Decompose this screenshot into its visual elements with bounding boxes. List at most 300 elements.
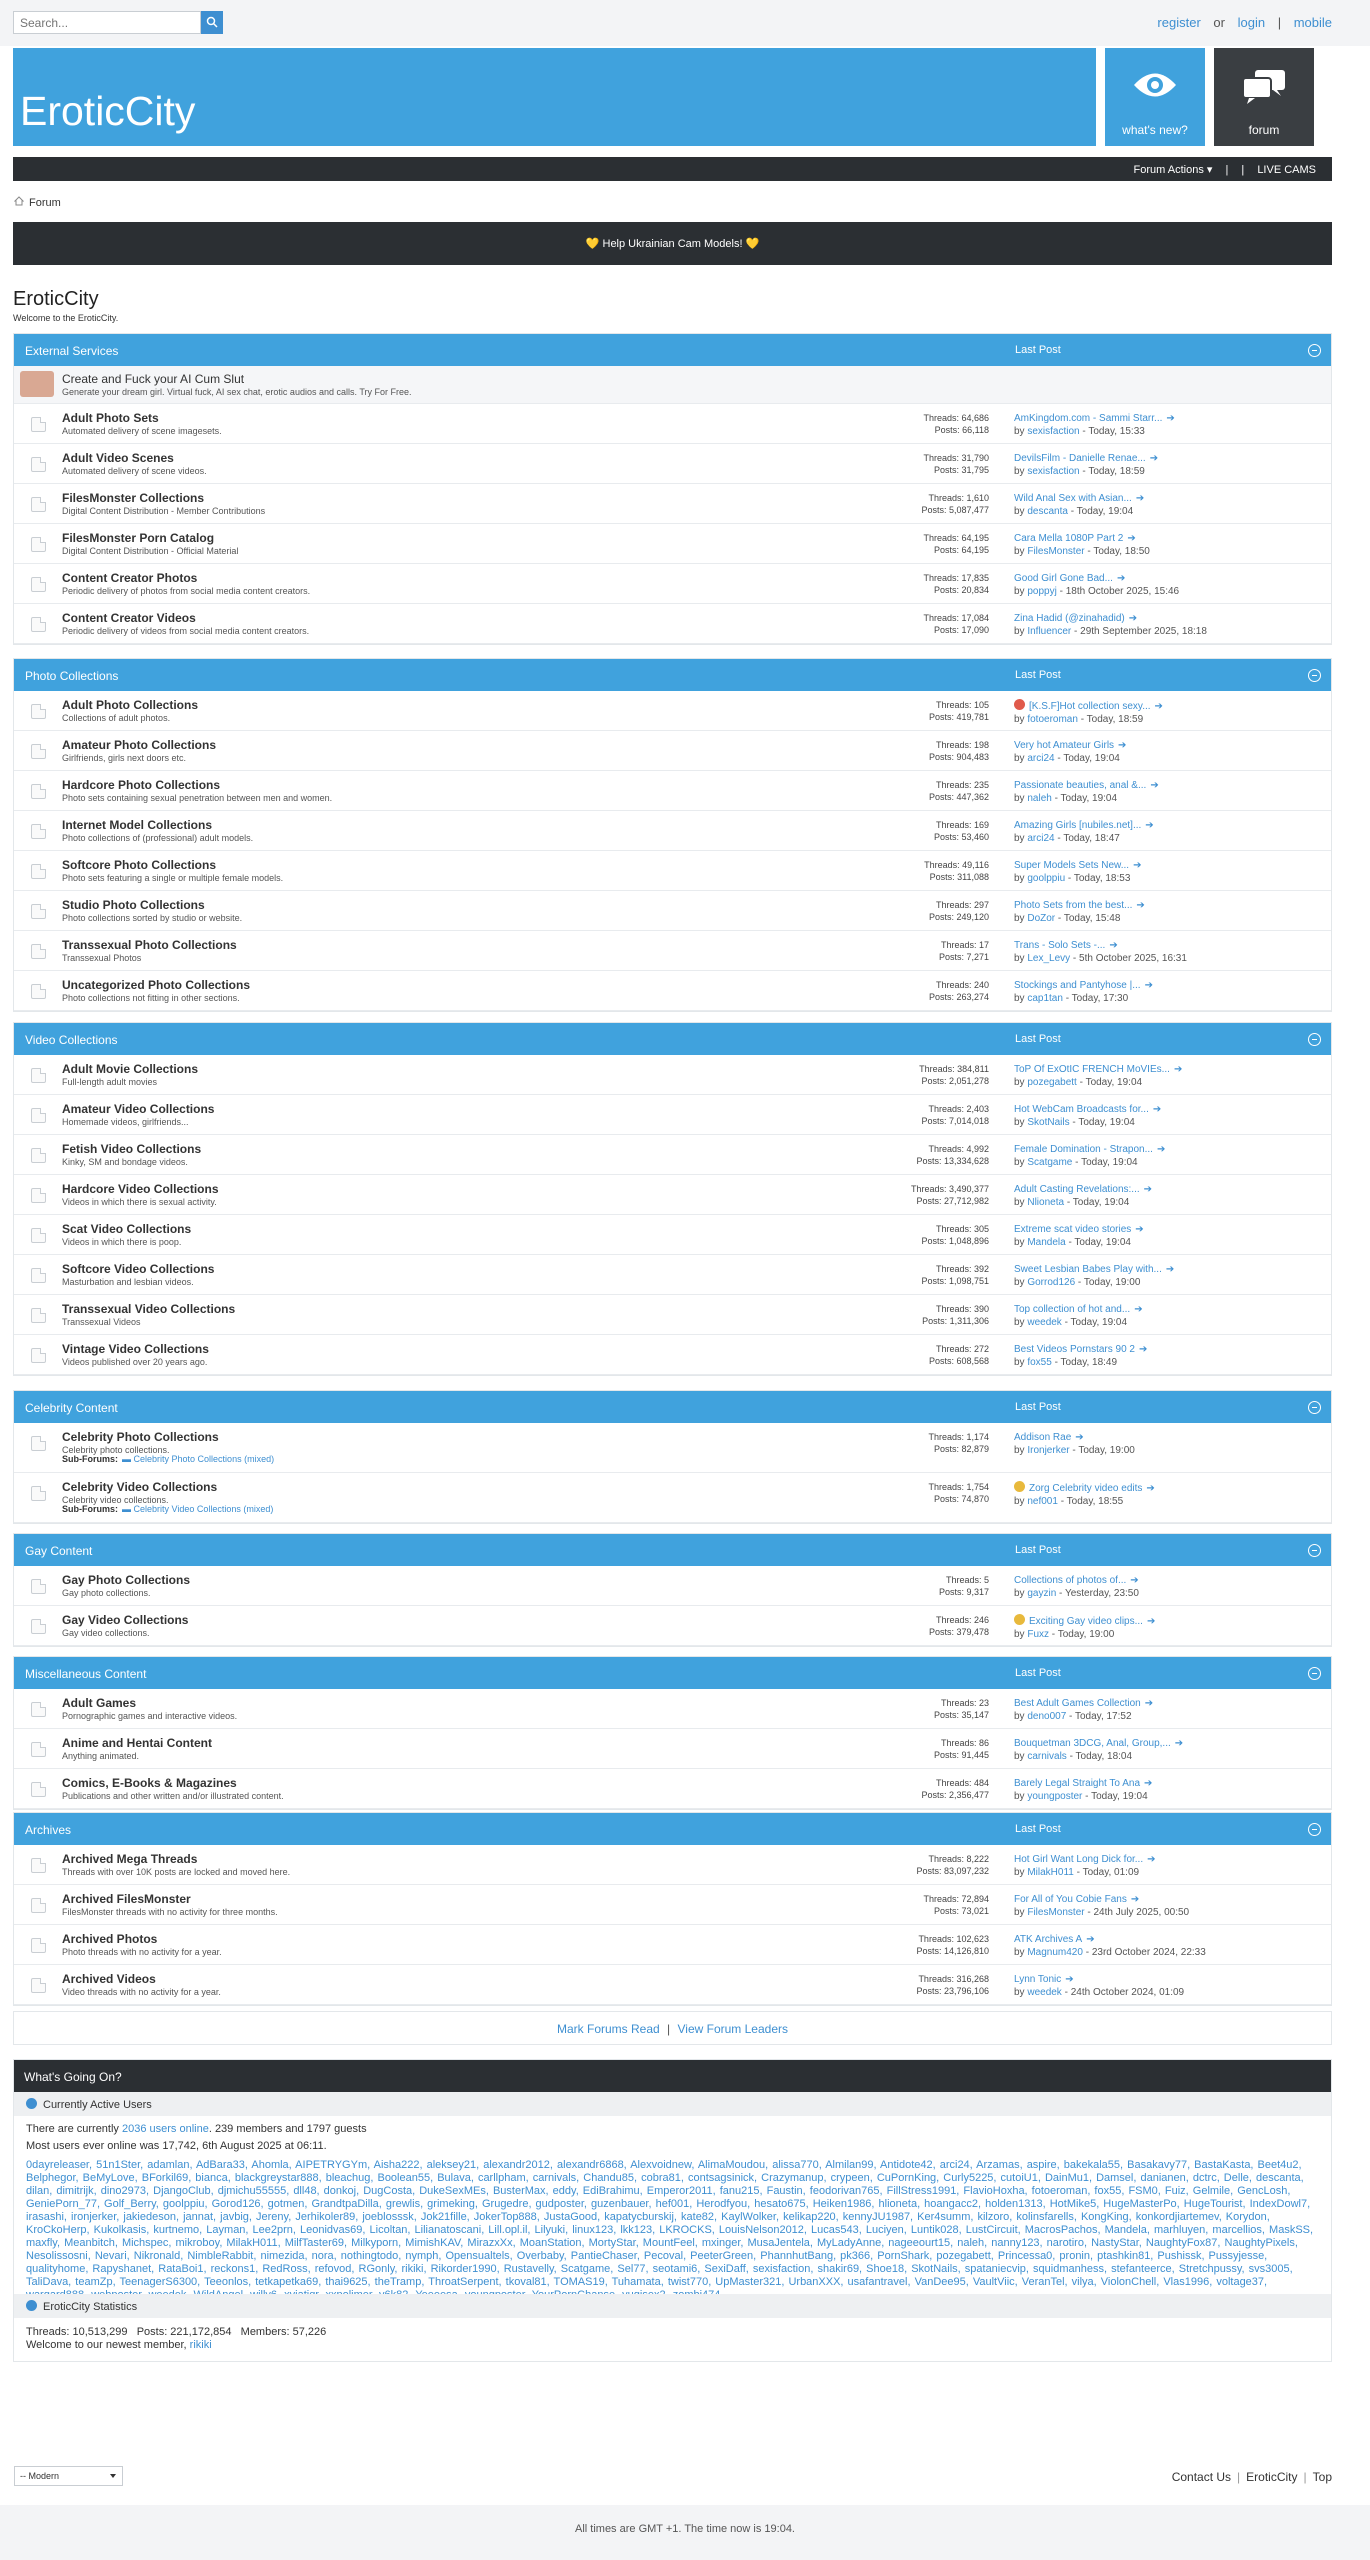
last-post-title[interactable]: Stockings and Pantyhose |... xyxy=(1014,980,1141,991)
forum-status-icon xyxy=(31,904,46,919)
last-post-title[interactable]: Amazing Girls [nubiles.net]... xyxy=(1014,820,1142,831)
forum-status-icon xyxy=(31,704,46,719)
post-count: Posts: 2,051,278 xyxy=(921,1076,989,1086)
last-post-user[interactable]: descanta xyxy=(1027,506,1068,517)
forum-row xyxy=(14,931,1331,971)
forum-title[interactable]: Hardcore Video Collections xyxy=(62,1182,219,1196)
go-to-last-post-icon[interactable]: ➔ xyxy=(1118,740,1127,751)
style-select[interactable] xyxy=(14,2466,123,2486)
last-post: For All of You Cobie Fans ➔ by FilesMonster - 24th July 2025, 00:50 xyxy=(1014,1894,1190,1918)
last-post-time: Today, 19:00 xyxy=(1083,1277,1141,1288)
site-logo[interactable]: EroticCity xyxy=(20,88,196,134)
by-label: by xyxy=(1014,586,1025,597)
category-title[interactable]: Gay Content xyxy=(25,1544,93,1558)
forum-title[interactable]: Adult Photo Collections xyxy=(62,698,198,712)
last-post-time: Today, 18:55 xyxy=(1066,1496,1124,1507)
last-post-user[interactable]: cap1tan xyxy=(1027,993,1063,1004)
last-post-title[interactable]: Hot WebCam Broadcasts for... xyxy=(1014,1104,1149,1115)
category-title[interactable]: Celebrity Content xyxy=(25,1401,118,1415)
forum-description: Video threads with no activity for a year. xyxy=(62,1987,221,1997)
post-count: Posts: 82,879 xyxy=(933,1444,989,1454)
last-post-user[interactable]: pozegabett xyxy=(1027,1077,1077,1088)
newest-member xyxy=(26,2339,1319,2352)
last-post-user[interactable]: Mandela xyxy=(1027,1237,1066,1248)
forum-title[interactable]: Studio Photo Collections xyxy=(62,898,205,912)
go-to-last-post-icon[interactable]: ➔ xyxy=(1143,1184,1153,1195)
forum-description: Transsexual Videos xyxy=(62,1317,141,1327)
last-post-user[interactable]: sexisfaction xyxy=(1027,466,1080,477)
last-post-title[interactable]: AmKingdom.com - Sammi Starr... xyxy=(1014,413,1163,424)
last-post-label: Last Post xyxy=(1015,1544,1061,1556)
category-celebrity-content xyxy=(13,1390,1332,1524)
users-online-link[interactable]: 2036 users online xyxy=(121,2123,209,2135)
go-to-last-post-icon[interactable]: ➔ xyxy=(1150,780,1159,791)
subforum-link[interactable]: Celebrity Video Collections (mixed) xyxy=(133,1504,274,1514)
category-title[interactable]: Video Collections xyxy=(25,1033,118,1047)
last-post-title[interactable]: Adult Casting Revelations:... xyxy=(1014,1184,1140,1195)
go-to-last-post-icon[interactable]: ➔ xyxy=(1152,1104,1162,1115)
last-post-title[interactable]: Female Domination - Strapon... xyxy=(1014,1144,1153,1155)
last-post-user[interactable]: weedek xyxy=(1027,1317,1062,1328)
forum-title[interactable]: Archived Videos xyxy=(62,1972,156,1986)
forum-title[interactable]: Archived Photos xyxy=(62,1932,158,1946)
last-post-label: Last Post xyxy=(1015,1823,1061,1835)
last-post-title[interactable]: ToP Of ExOtIC FRENCH MoVIEs... xyxy=(1014,1064,1170,1075)
forum-stats xyxy=(834,779,989,803)
last-post-title[interactable]: [K.S.F]Hot collection sexy... xyxy=(1029,701,1151,712)
last-post-title[interactable]: For All of You Cobie Fans xyxy=(1014,1894,1127,1905)
last-post-user[interactable]: fox55 xyxy=(1027,1357,1052,1368)
category-title[interactable]: Archives xyxy=(25,1823,72,1837)
forum-description: Full-length adult movies xyxy=(62,1077,158,1087)
last-post-title[interactable]: Sweet Lesbian Babes Play with... xyxy=(1014,1264,1162,1275)
post-count: Posts: 31,795 xyxy=(933,465,989,475)
go-to-last-post-icon[interactable]: ➔ xyxy=(1144,1778,1153,1789)
go-to-last-post-icon[interactable]: ➔ xyxy=(1086,1934,1095,1945)
go-to-last-post-icon[interactable]: ➔ xyxy=(1154,701,1163,712)
forum-description: Digital Content Distribution - Member Contributions xyxy=(62,506,266,516)
post-count: Posts: 2,356,477 xyxy=(921,1790,989,1800)
last-post-title[interactable]: Very hot Amateur Girls xyxy=(1014,740,1115,751)
last-post-title[interactable]: Photo Sets from the best... xyxy=(1014,900,1133,911)
last-post-title[interactable]: Super Models Sets New... xyxy=(1014,860,1130,871)
last-post-title[interactable]: Bouquetman 3DCG, Anal, Group,... xyxy=(1014,1738,1171,1749)
by-label: by xyxy=(1014,1987,1025,1998)
last-post-time: Today, 19:04 xyxy=(1078,1117,1135,1128)
last-post-user[interactable]: naleh xyxy=(1027,793,1052,804)
mark-forums-read-link[interactable]: Mark Forums Read xyxy=(556,2022,660,2036)
forum-description: Digital Content Distribution - Official Material xyxy=(62,546,239,556)
forum-title[interactable]: Adult Games xyxy=(62,1696,137,1710)
go-to-last-post-icon[interactable]: ➔ xyxy=(1144,1698,1154,1709)
last-post-title[interactable]: Zina Hadid (@zinahadid) xyxy=(1014,613,1125,624)
forum-stats xyxy=(834,899,989,923)
forum-title[interactable]: Content Creator Photos xyxy=(62,571,198,585)
online-text: There are currently xyxy=(26,2123,122,2135)
subforum-folder-icon: ▬ xyxy=(122,1454,131,1464)
last-post-user[interactable]: youngposter xyxy=(1027,1791,1083,1802)
thread-count: Threads: 240 xyxy=(935,980,989,990)
forum-title[interactable]: Celebrity Photo Collections xyxy=(62,1430,219,1444)
category-title[interactable]: External Services xyxy=(25,344,119,358)
post-count: Posts: 447,362 xyxy=(928,792,989,802)
go-to-last-post-icon[interactable]: ➔ xyxy=(1075,1432,1084,1443)
heart-icon: 💛 xyxy=(585,238,600,250)
forum-row xyxy=(14,1885,1331,1925)
sub-forums-label: Sub-Forums: xyxy=(62,1504,118,1514)
search-input[interactable] xyxy=(13,11,201,34)
forum-stats xyxy=(834,1614,989,1638)
breadcrumb xyxy=(14,196,61,209)
go-to-last-post-icon[interactable]: ➔ xyxy=(1144,980,1153,991)
go-to-last-post-icon[interactable]: ➔ xyxy=(1116,573,1126,584)
separator: | xyxy=(1237,2470,1241,2484)
go-to-last-post-icon[interactable]: ➔ xyxy=(1130,1575,1139,1586)
go-to-last-post-icon[interactable]: ➔ xyxy=(1135,493,1145,504)
forum-description: Celebrity video collections. xyxy=(62,1495,169,1505)
go-to-last-post-icon[interactable]: ➔ xyxy=(1173,1064,1183,1075)
last-post-title[interactable]: Top collection of hot and... xyxy=(1014,1304,1131,1315)
last-post-title[interactable]: Best Videos Pornstars 90 2 xyxy=(1014,1344,1135,1355)
forum-description: Photo collections sorted by studio or website. xyxy=(62,913,243,923)
contact-us-link[interactable]: Contact Us xyxy=(1171,2470,1232,2484)
forum-stats xyxy=(834,1303,989,1327)
last-post-user[interactable]: Fuxz xyxy=(1027,1629,1050,1640)
forum-button[interactable] xyxy=(1214,48,1314,146)
forum-label: forum xyxy=(1248,123,1280,137)
online-members-list[interactable]: 0dayreleaser, 51n1Ster, adamlan, AdBara33, Ahomla, AIPETRYGYm, Aisha222, aleksey21, alexandr2012, alexandr6868, Alexvoidnew, AlimaMoudou, alissa770, Almilan99, Antidote42, arci24, Arzamas, aspire, bakekala55, Basakavy77, BastaKasta, Beet4u2, Belphegor, BeMyLove, BForkil69, bianca, blackgreystar888, bleachug, Boolean55, Bulava, carllpham, carnivals, Chandu85, cobra81, contsagsinick, Crazymanup, crypeen, CuPornKing, Curly5225, cutoiU1, DainMu1, Damsel, danianen, dctrc, Delle, descanta, dilan, dimitrijk, dino2973, DjangoClub, djmichu55555, dll48, donkoj, DugCosta, DukeSexMEs, BusterMax, eddy, EdiBrahimu, Emperor2011, fanu215, Faustin, feodorivan765, FillStress1991, FlavioHoxha, fotoeroman, fox55, FSM0, Fuiz, Gelmile, GencLosh, GeniePorn_77, Golf_Berry, goolppiu, Gorod126, gotmen, GrandtpaDilla, grewlis, grimeking, Grugedre, gudposter, guzenbauer, hef001, Herodfyou, hesato675, Heiken1986, hlioneta, hoangacc2, holden1313, HotMike5, HugeMasterPo, HugeTourist, IndexDowl7, irasashi, ironjerker, jakiedeson, jannat, javbig, Jereny, Jerhikoler89, joeblosssk, Jok21fille, JokerTop888, JustaGood, kapatycburskij, kate82, KaylWolker, kelikap220, kennyJU1987, Ker4summ, kilzoro, kolinsfarells, KongKing, konkordjiartemev, Korydon, KroCkoHerp, Kukolkasis, kurtnemo, Layman, Lee2prn, Leonidvas69, Licoltan, Lilianatoscani, Lill.opl.il, Lilyuki, linux123, lkk123, LKROCKS, LouisNelson2012, Lucas543, Luciyen, Luntik028, LustCircuit, MacrosPachos, Mandela, marhluyen, marcellios, MaskSS, maxfly, Meanbitch, Michspec, mikroboy, MilakH011, MilfTaster69, Milkyporn, MimishKAV, MirazxXx, MoanStation, MortyStar, MountFeel, mxinger, MusaJentela, MyLadyAnne, nageeourt15, naleh, nanny123, narotiro, NastyStar, NaughtyFox87, NaughtyPixels, Nesolissosni, Nevari, Nikronald, NimbleRabbit, nimezida, nora, nothingtodo, nymph, Opensualtels, Overbaby, PantieChaser, Pecoval, PeeterGreen, PhannhutBang, pk366, PornShark, pozegabett, Princessa0, pronin, ptashkin81, Pushissk, Pussyjesse, qualityhome, Rapyshanet, RataBoi1, reckons1, RedRoss, refovod, RGonly, rikiki, Rikorder1990, Rustavelly, Scatgame, Sel77, seotami6, SexiDaff, sexisfaction, shakir69, Shoe18, SkotNails, spataniecvip, squidmanhess, stefanteerce, Stretchpussy, svs3005, TaliDava, teamZp, TeenagerS6300, Teeonlos, tetkapetka69, thai9625, theTramp, ThroatSerpent, tkoval81, TOMAS19, Tuhamata, twist770, UpMaster321, UrbanXXX, usafantravel, VanDee95, VaultViic, VeranTel, vilya, ViolonChell, Vlas1996, voltage37, xyxy=(26,2159,1314,2288)
last-post-user[interactable]: DoZor xyxy=(1027,913,1056,924)
last-post-title[interactable]: ATK Archives A xyxy=(1014,1934,1083,1945)
forum-row xyxy=(14,811,1331,851)
last-post-title[interactable]: Barely Legal Straight To Ana xyxy=(1014,1778,1141,1789)
last-post-title[interactable]: Cara Mella 1080P Part 2 xyxy=(1014,533,1124,544)
promo-title[interactable]: Create and Fuck your AI Cum Slut xyxy=(62,372,245,386)
last-post-user[interactable]: fotoeroman xyxy=(1027,714,1078,725)
search-icon xyxy=(206,16,218,28)
last-post: Hot Girl Want Long Dick for... ➔ by MilakH011 - Today, 01:09 xyxy=(1014,1854,1156,1878)
go-to-last-post-icon[interactable]: ➔ xyxy=(1146,1616,1156,1627)
post-count: Posts: 74,870 xyxy=(933,1494,989,1504)
last-post-user[interactable]: arci24 xyxy=(1027,833,1055,844)
forum-stats xyxy=(834,739,989,763)
last-post-user[interactable]: Magnum420 xyxy=(1027,1947,1083,1958)
forum-title[interactable]: FilesMonster Porn Catalog xyxy=(62,531,215,545)
last-post-time: Today, 19:04 xyxy=(1085,1077,1143,1088)
by-label: by xyxy=(1014,1907,1025,1918)
register-link[interactable]: register xyxy=(1157,15,1201,30)
forum-status-icon xyxy=(31,457,46,472)
last-post: Amazing Girls [nubiles.net]... ➔ by arci24 - Today, 18:47 xyxy=(1014,820,1154,844)
category-title[interactable]: Photo Collections xyxy=(25,669,119,683)
home-link[interactable]: EroticCity xyxy=(1246,2470,1298,2484)
last-post: Top collection of hot and... ➔ by weedek - Today, 19:04 xyxy=(1014,1304,1143,1328)
last-post-title[interactable]: Zorg Celebrity video edits xyxy=(1029,1483,1143,1494)
live-cams-link[interactable]: LIVE CAMS xyxy=(1257,164,1316,176)
by-label: by xyxy=(1014,873,1025,884)
forum-title[interactable]: Content Creator Videos xyxy=(62,611,196,625)
last-post-user[interactable]: FilesMonster xyxy=(1027,546,1085,557)
forum-description: Videos in which there is sexual activity. xyxy=(62,1197,217,1207)
last-post-user[interactable]: MilakH011 xyxy=(1027,1867,1074,1878)
last-post-user[interactable]: goolppiu xyxy=(1027,873,1066,884)
last-post-user[interactable]: FilesMonster xyxy=(1027,1907,1085,1918)
last-post-title[interactable]: Lynn Tonic xyxy=(1014,1974,1062,1985)
notice-banner[interactable] xyxy=(13,222,1332,265)
go-to-last-post-icon[interactable]: ➔ xyxy=(1139,1344,1148,1355)
forum-title[interactable]: Internet Model Collections xyxy=(62,818,213,832)
sub-forums xyxy=(62,1454,274,1464)
last-post-user[interactable]: Ironjerker xyxy=(1027,1445,1070,1456)
forum-status-icon xyxy=(31,1228,46,1243)
forum-row xyxy=(14,1215,1331,1255)
forum-row xyxy=(14,1255,1331,1295)
forum-stats xyxy=(834,1431,989,1455)
forum-title[interactable]: Fetish Video Collections xyxy=(62,1142,202,1156)
forum-title[interactable]: Gay Video Collections xyxy=(62,1613,189,1627)
statistics-title: EroticCity Statistics xyxy=(43,2301,138,2313)
most-online: Most users ever online was 17,742, 6th August 2025 at 06:11. xyxy=(26,2140,327,2152)
collapse-icon[interactable] xyxy=(1308,669,1321,682)
last-post-user[interactable]: sexisfaction xyxy=(1027,426,1080,437)
last-post-user[interactable]: nef001 xyxy=(1027,1496,1058,1507)
link-separator: | xyxy=(1277,15,1282,30)
forum-status-icon xyxy=(31,864,46,879)
nav-bar xyxy=(13,157,1332,181)
last-post-title[interactable]: Hot Girl Want Long Dick for... xyxy=(1014,1854,1144,1865)
forum-row xyxy=(14,444,1331,484)
last-post-title[interactable]: Addison Rae xyxy=(1014,1432,1072,1443)
post-count: Posts: 5,087,477 xyxy=(921,505,989,515)
last-post-time: 18th October 2025, 15:46 xyxy=(1065,586,1180,597)
forum-row xyxy=(14,691,1331,731)
whats-going-on xyxy=(13,2059,1332,2362)
last-post-title[interactable]: Passionate beauties, anal &... xyxy=(1014,780,1147,791)
last-post-user[interactable]: Lex_Levy xyxy=(1027,953,1071,964)
notice-text: Help Ukrainian Cam Models! xyxy=(602,238,743,250)
go-to-last-post-icon[interactable]: ➔ xyxy=(1146,1483,1155,1494)
promo-desc: Generate your dream girl. Virtual fuck, AI sex chat, erotic audios and calls. Try For Free. xyxy=(62,387,412,397)
forum-title[interactable]: Scat Video Collections xyxy=(62,1222,192,1236)
category-header xyxy=(14,1023,1331,1055)
post-count: Posts: 83,097,232 xyxy=(916,1866,989,1876)
last-post-user[interactable]: Scatgame xyxy=(1027,1157,1073,1168)
last-post: Super Models Sets New... ➔ by goolppiu - Today, 18:53 xyxy=(1014,860,1142,884)
thread-count: Threads: 4,992 xyxy=(928,1144,989,1154)
forum-stats xyxy=(834,1143,989,1167)
view-forum-leaders-link[interactable]: View Forum Leaders xyxy=(677,2022,788,2036)
last-post-title[interactable]: Wild Anal Sex with Asian... xyxy=(1014,493,1132,504)
post-count: Posts: 20,834 xyxy=(933,585,989,595)
forum-row xyxy=(14,1295,1331,1335)
collapse-icon[interactable] xyxy=(1308,1823,1321,1836)
by-label: by xyxy=(1014,1237,1025,1248)
collapse-icon[interactable] xyxy=(1308,1401,1321,1414)
go-to-last-post-icon[interactable]: ➔ xyxy=(1127,533,1136,544)
go-to-last-post-icon[interactable]: ➔ xyxy=(1109,940,1118,951)
last-post-user[interactable]: Gorrod126 xyxy=(1027,1277,1076,1288)
last-post-time: Today, 18:50 xyxy=(1093,546,1150,557)
or-text: or xyxy=(1213,15,1225,30)
last-post-user[interactable]: Influencer xyxy=(1027,626,1072,637)
go-to-last-post-icon[interactable]: ➔ xyxy=(1065,1974,1074,1985)
last-post-time: Today, 19:04 xyxy=(1063,753,1120,764)
thread-prefix-icon xyxy=(1014,1614,1025,1625)
forum-description: Automated delivery of scene videos. xyxy=(62,466,207,476)
category-header xyxy=(14,659,1331,691)
user-icon xyxy=(26,2098,37,2109)
last-post: Sweet Lesbian Babes Play with... ➔ by Gorrod126 - Today, 19:00 xyxy=(1014,1264,1175,1288)
thread-count: Threads: 31,790 xyxy=(923,453,989,463)
last-post-title[interactable]: DevilsFilm - Danielle Renae... xyxy=(1014,453,1146,464)
collapse-icon[interactable] xyxy=(1308,1544,1321,1557)
forum-status-icon xyxy=(31,984,46,999)
promo-row[interactable] xyxy=(14,366,1331,404)
forum-title[interactable]: Adult Movie Collections xyxy=(62,1062,199,1076)
forum-title[interactable]: Archived FilesMonster xyxy=(62,1892,191,1906)
site-banner[interactable] xyxy=(13,48,1096,146)
home-icon[interactable] xyxy=(14,196,24,206)
forum-status-icon xyxy=(31,497,46,512)
last-post-title[interactable]: Trans - Solo Sets -... xyxy=(1014,940,1106,951)
by-label: by xyxy=(1014,1791,1025,1802)
newest-member-link[interactable]: rikiki xyxy=(189,2339,212,2351)
forum-stats xyxy=(834,819,989,843)
last-post-title[interactable]: Extreme scat video stories xyxy=(1014,1224,1132,1235)
forum-description: Periodic delivery of videos from social media content creators. xyxy=(62,626,310,636)
last-post-title[interactable]: Exciting Gay video clips... xyxy=(1029,1616,1143,1627)
by-label: by xyxy=(1014,546,1025,557)
forum-actions-menu[interactable]: Forum Actions ▾ xyxy=(1133,164,1213,176)
search-button[interactable] xyxy=(201,11,223,34)
forum-status-icon xyxy=(31,1579,46,1594)
last-post-time: Today, 18:47 xyxy=(1063,833,1120,844)
forum-title[interactable]: Adult Video Scenes xyxy=(62,451,174,465)
forum-description: Transsexual Photos xyxy=(62,953,142,963)
forum-title[interactable]: Transsexual Photo Collections xyxy=(62,938,237,952)
forum-title[interactable]: Hardcore Photo Collections xyxy=(62,778,221,792)
go-to-last-post-icon[interactable]: ➔ xyxy=(1156,1144,1166,1155)
statistics-header xyxy=(14,2294,1331,2318)
go-to-last-post-icon[interactable]: ➔ xyxy=(1166,413,1175,424)
forum-title[interactable]: Amateur Photo Collections xyxy=(62,738,217,752)
forum-description: FilesMonster threads with no activity for three months. xyxy=(62,1907,278,1917)
last-post: Bouquetman 3DCG, Anal, Group,... ➔ by carnivals - Today, 18:04 xyxy=(1014,1738,1184,1762)
go-to-last-post-icon[interactable]: ➔ xyxy=(1165,1264,1175,1275)
category-miscellaneous-content xyxy=(13,1656,1332,1810)
online-count xyxy=(26,2123,1319,2136)
nav-separator: | xyxy=(1241,164,1245,176)
forum-title[interactable]: Transsexual Video Collections xyxy=(62,1302,236,1316)
go-to-last-post-icon[interactable]: ➔ xyxy=(1134,1304,1143,1315)
last-post-time: Today, 19:00 xyxy=(1078,1445,1135,1456)
forum-title[interactable]: Uncategorized Photo Collections xyxy=(62,978,251,992)
top-link[interactable]: Top xyxy=(1312,2470,1332,2484)
thread-count: Threads: 86 xyxy=(940,1738,989,1748)
last-post-time: Today, 18:59 xyxy=(1088,466,1145,477)
go-to-last-post-icon[interactable]: ➔ xyxy=(1135,1224,1144,1235)
category-gay-content xyxy=(13,1533,1332,1647)
forum-status-icon xyxy=(31,1898,46,1913)
breadcrumb-forum[interactable]: Forum xyxy=(29,197,61,209)
category-title[interactable]: Miscellaneous Content xyxy=(25,1667,147,1681)
forum-title[interactable]: Anime and Hentai Content xyxy=(62,1736,213,1750)
forum-description: Gay video collections. xyxy=(62,1628,150,1638)
forum-title[interactable]: Celebrity Video Collections xyxy=(62,1480,218,1494)
login-link[interactable]: login xyxy=(1237,15,1266,30)
last-post-user[interactable]: arci24 xyxy=(1027,753,1055,764)
forum-title[interactable]: FilesMonster Collections xyxy=(62,491,205,505)
go-to-last-post-icon[interactable]: ➔ xyxy=(1174,1738,1184,1749)
thread-count: Threads: 305 xyxy=(935,1224,989,1234)
last-post-user[interactable]: carnivals xyxy=(1027,1751,1067,1762)
forum-title[interactable]: Adult Photo Sets xyxy=(62,411,159,425)
category-header xyxy=(14,1534,1331,1566)
last-post-user[interactable]: Nlioneta xyxy=(1027,1197,1065,1208)
last-post-title[interactable]: Best Adult Games Collection xyxy=(1014,1698,1141,1709)
forum-row xyxy=(14,891,1331,931)
forum-stats xyxy=(834,1103,989,1127)
post-count: Posts: 13,334,628 xyxy=(916,1156,989,1166)
last-post-user[interactable]: poppyj xyxy=(1027,586,1057,597)
forum-stats xyxy=(834,492,989,516)
forum-description: Automated delivery of scene imagesets. xyxy=(62,426,222,436)
collapse-icon[interactable] xyxy=(1308,344,1321,357)
go-to-last-post-icon[interactable]: ➔ xyxy=(1128,613,1138,624)
go-to-last-post-icon[interactable]: ➔ xyxy=(1147,1854,1156,1865)
forum-description: Pornographic games and interactive videos. xyxy=(62,1711,238,1721)
collapse-icon[interactable] xyxy=(1308,1667,1321,1680)
last-post-user[interactable]: weedek xyxy=(1027,1987,1062,1998)
post-count: Posts: 1,098,751 xyxy=(921,1276,989,1286)
forum-title[interactable]: Amateur Video Collections xyxy=(62,1102,215,1116)
forum-description: Videos published over 20 years ago. xyxy=(62,1357,208,1367)
forum-title[interactable]: Vintage Video Collections xyxy=(62,1342,209,1356)
forum-title[interactable]: Comics, E-Books & Magazines xyxy=(62,1776,237,1790)
subforum-link[interactable]: Celebrity Photo Collections (mixed) xyxy=(133,1454,275,1464)
forum-status-icon xyxy=(31,1938,46,1953)
forum-title[interactable]: Archived Mega Threads xyxy=(62,1852,198,1866)
last-post-user[interactable]: gayzin xyxy=(1027,1588,1057,1599)
go-to-last-post-icon[interactable]: ➔ xyxy=(1149,453,1159,464)
go-to-last-post-icon[interactable]: ➔ xyxy=(1136,900,1145,911)
go-to-last-post-icon[interactable]: ➔ xyxy=(1133,860,1142,871)
go-to-last-post-icon[interactable]: ➔ xyxy=(1130,1894,1140,1905)
by-label: by xyxy=(1014,1947,1025,1958)
last-post-title[interactable]: Good Girl Gone Bad... xyxy=(1014,573,1113,584)
mobile-link[interactable]: mobile xyxy=(1293,15,1332,30)
forum-description: Photo sets featuring a single or multiple female models. xyxy=(62,873,284,883)
forum-status-icon xyxy=(31,617,46,632)
forum-title[interactable]: Softcore Photo Collections xyxy=(62,858,217,872)
by-label: by xyxy=(1014,1751,1025,1762)
forum-status-icon xyxy=(31,1702,46,1717)
by-label: by xyxy=(1014,953,1025,964)
collapse-icon[interactable] xyxy=(1308,1033,1321,1046)
forum-title[interactable]: Softcore Video Collections xyxy=(62,1262,215,1276)
last-post-user[interactable]: deno007 xyxy=(1027,1711,1067,1722)
go-to-last-post-icon[interactable]: ➔ xyxy=(1145,820,1154,831)
last-post-label: Last Post xyxy=(1015,1401,1061,1413)
last-post-user[interactable]: SkotNails xyxy=(1027,1117,1070,1128)
newest-member-text: Welcome to our newest member, xyxy=(26,2339,190,2351)
last-post-time: Today, 18:04 xyxy=(1075,1751,1133,1762)
forum-title[interactable]: Gay Photo Collections xyxy=(62,1573,191,1587)
last-post-title[interactable]: Collections of photos of... xyxy=(1014,1575,1127,1586)
whats-new-button[interactable] xyxy=(1105,48,1205,146)
thread-prefix-icon xyxy=(1014,1481,1025,1492)
by-label: by xyxy=(1014,714,1025,725)
